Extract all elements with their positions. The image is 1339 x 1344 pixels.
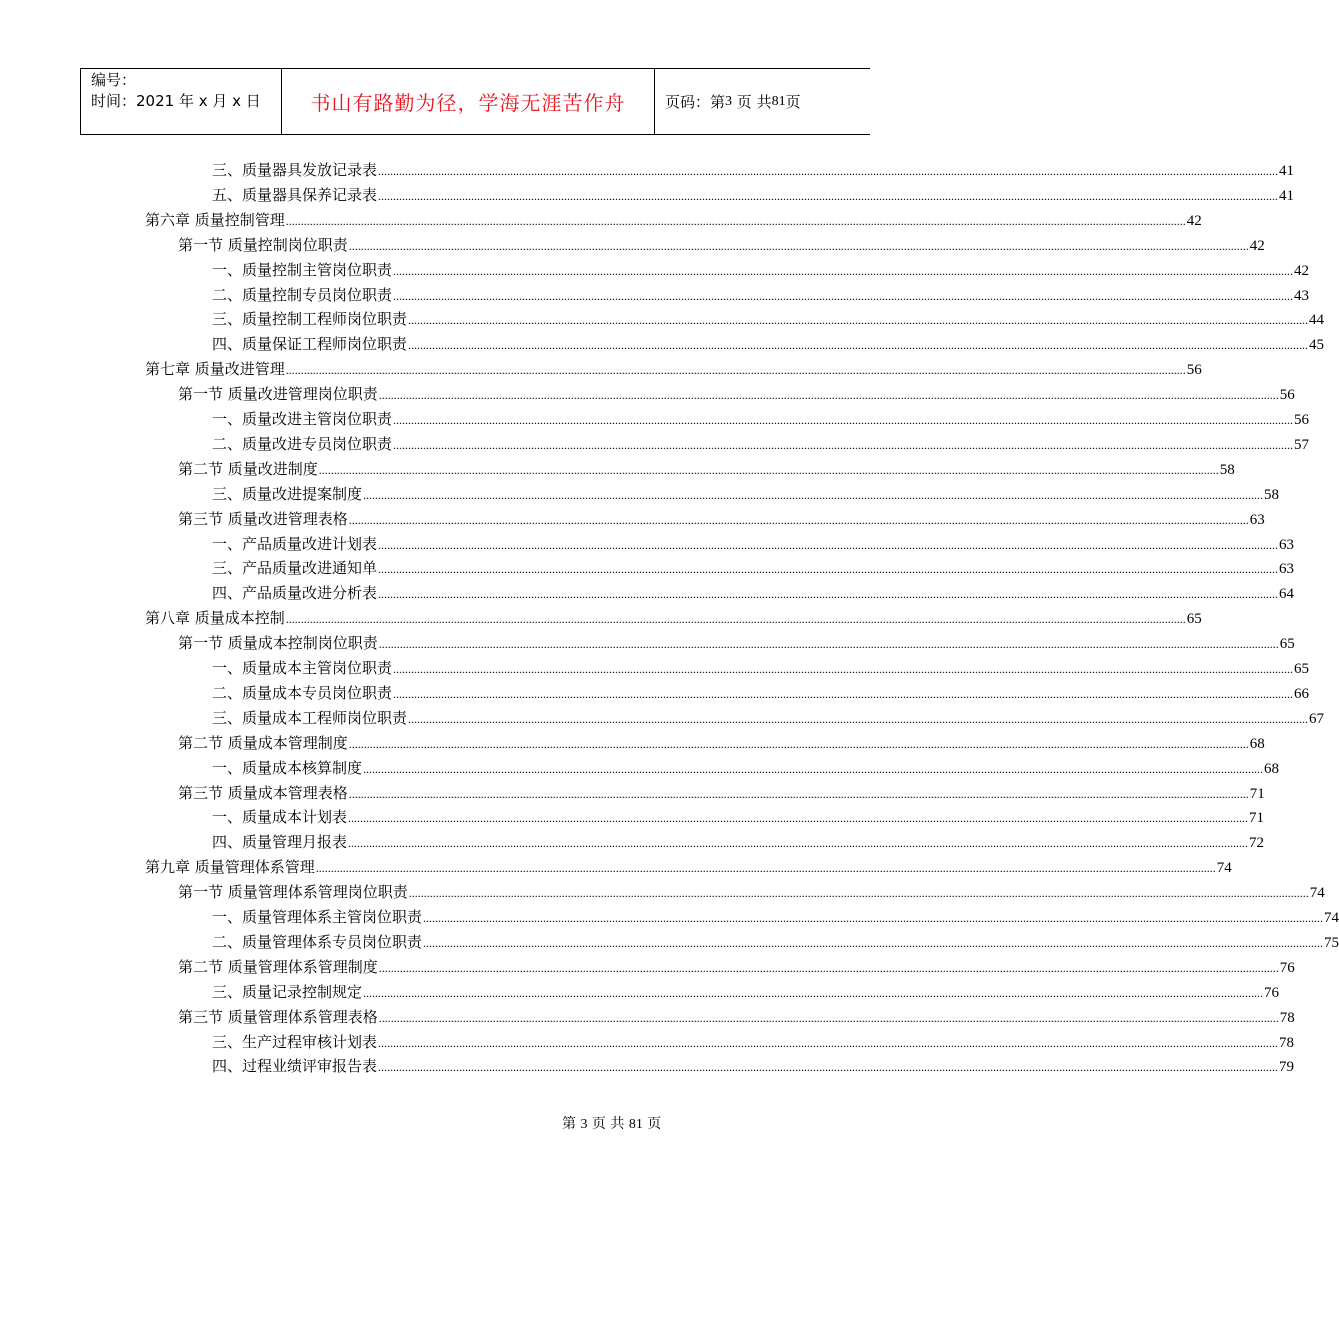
toc-entry-page: 58 bbox=[1264, 487, 1280, 503]
toc-leader-dots: ............................................................................................................................................................................................................................................................................................................ bbox=[408, 313, 1309, 327]
toc-leader-dots: ............................................................................................................................................................................................................................................................................................................ bbox=[408, 712, 1309, 726]
toc-leader-dots: ............................................................................................................................................................................................................................................................................................................ bbox=[285, 612, 1186, 626]
toc-leader-dots: ............................................................................................................................................................................................................................................................................................................ bbox=[378, 164, 1279, 178]
toc-entry[interactable] bbox=[145, 208, 1202, 232]
toc-entry-page: 65 bbox=[1279, 636, 1295, 652]
toc-leader-dots: ............................................................................................................................................................................................................................................................................................................ bbox=[393, 264, 1294, 278]
toc-leader-dots: ............................................................................................................................................................................................................................................................................................................ bbox=[348, 836, 1249, 850]
document-date: 时间：2021 年 x 月 x 日 bbox=[91, 92, 261, 110]
toc-entry-title: 三、质量控制工程师岗位职责 bbox=[212, 310, 408, 328]
toc-leader-dots: ............................................................................................................................................................................................................................................................................................................ bbox=[423, 936, 1324, 950]
toc-entry-title: 第三节 质量成本管理表格 bbox=[178, 784, 348, 802]
toc-entry[interactable] bbox=[212, 556, 1295, 580]
toc-entry-title: 三、质量记录控制规定 bbox=[212, 983, 363, 1001]
toc-leader-dots: ............................................................................................................................................................................................................................................................................................................ bbox=[315, 861, 1216, 875]
toc-entry-title: 一、质量成本计划表 bbox=[212, 808, 348, 826]
footer-page-current: 3 bbox=[580, 1117, 588, 1132]
toc-entry[interactable] bbox=[145, 855, 1232, 879]
toc-entry-page: 75 bbox=[1324, 935, 1339, 951]
toc-entry[interactable] bbox=[212, 830, 1265, 854]
toc-entry[interactable] bbox=[178, 457, 1235, 481]
toc-leader-dots: ............................................................................................................................................................................................................................................................................................................ bbox=[393, 687, 1294, 701]
toc-entry-page: 74 bbox=[1324, 910, 1339, 926]
header-page-current: 3 bbox=[725, 93, 733, 109]
toc-entry-page: 41 bbox=[1279, 188, 1295, 204]
toc-entry[interactable] bbox=[212, 980, 1280, 1004]
toc-entry-page: 79 bbox=[1279, 1059, 1295, 1075]
toc-entry-page: 76 bbox=[1264, 985, 1280, 1001]
toc-entry-page: 42 bbox=[1294, 263, 1310, 279]
toc-entry-title: 三、质量成本工程师岗位职责 bbox=[212, 709, 408, 727]
footer-suffix: 页 bbox=[647, 1116, 662, 1132]
toc-entry[interactable] bbox=[212, 432, 1310, 456]
toc-leader-dots: ............................................................................................................................................................................................................................................................................................................ bbox=[378, 538, 1279, 552]
toc-entry-title: 第九章 质量管理体系管理 bbox=[145, 858, 315, 876]
toc-leader-dots: ............................................................................................................................................................................................................................................................................................................ bbox=[378, 388, 1279, 402]
toc-entry-title: 第二节 质量改进制度 bbox=[178, 460, 318, 478]
toc-entry[interactable] bbox=[178, 880, 1325, 904]
toc-entry[interactable] bbox=[212, 581, 1295, 605]
toc-entry-title: 第一节 质量管理体系管理岗位职责 bbox=[178, 883, 408, 901]
toc-entry[interactable] bbox=[178, 1005, 1295, 1029]
toc-leader-dots: ............................................................................................................................................................................................................................................................................................................ bbox=[408, 338, 1309, 352]
toc-leader-dots: ............................................................................................................................................................................................................................................................................................................ bbox=[348, 787, 1249, 801]
toc-entry[interactable] bbox=[212, 532, 1295, 556]
toc-entry[interactable] bbox=[178, 781, 1265, 805]
toc-entry-page: 56 bbox=[1186, 362, 1202, 378]
page-header bbox=[80, 68, 870, 135]
toc-leader-dots: ............................................................................................................................................................................................................................................................................................................ bbox=[348, 239, 1249, 253]
toc-entry-page: 56 bbox=[1279, 387, 1295, 403]
toc-entry-title: 三、产品质量改进通知单 bbox=[212, 559, 378, 577]
toc-entry[interactable] bbox=[178, 382, 1295, 406]
header-motto: 书山有路勤为径，学海无涯苦作舟 bbox=[282, 69, 655, 134]
toc-entry-title: 一、质量管理体系主管岗位职责 bbox=[212, 908, 423, 926]
footer-mid: 页 共 bbox=[591, 1116, 625, 1132]
toc-entry-page: 64 bbox=[1279, 586, 1295, 602]
toc-entry-title: 二、质量改进专员岗位职责 bbox=[212, 435, 393, 453]
header-page-mid: 页 共 bbox=[736, 93, 772, 111]
toc-entry-page: 63 bbox=[1279, 537, 1295, 553]
toc-leader-dots: ............................................................................................................................................................................................................................................................................................................ bbox=[393, 413, 1294, 427]
toc-entry-title: 二、质量管理体系专员岗位职责 bbox=[212, 933, 423, 951]
toc-entry[interactable] bbox=[212, 158, 1295, 182]
toc-entry-title: 第二节 质量成本管理制度 bbox=[178, 734, 348, 752]
toc-entry[interactable] bbox=[212, 681, 1310, 705]
toc-entry[interactable] bbox=[212, 407, 1310, 431]
toc-entry-page: 78 bbox=[1279, 1010, 1295, 1026]
toc-leader-dots: ............................................................................................................................................................................................................................................................................................................ bbox=[378, 587, 1279, 601]
toc-entry[interactable] bbox=[212, 805, 1265, 829]
toc-leader-dots: ............................................................................................................................................................................................................................................................................................................ bbox=[393, 438, 1294, 452]
toc-entry-title: 二、质量成本专员岗位职责 bbox=[212, 684, 393, 702]
toc-entry-page: 58 bbox=[1219, 462, 1235, 478]
header-meta bbox=[81, 69, 282, 134]
toc-entry[interactable] bbox=[212, 930, 1339, 954]
toc-entry-page: 74 bbox=[1216, 860, 1232, 876]
toc-entry-page: 65 bbox=[1294, 661, 1310, 677]
toc-entry-title: 一、质量控制主管岗位职责 bbox=[212, 261, 393, 279]
toc-entry-title: 第三节 质量改进管理表格 bbox=[178, 510, 348, 528]
toc-entry-title: 三、生产过程审核计划表 bbox=[212, 1033, 378, 1051]
toc-leader-dots: ............................................................................................................................................................................................................................................................................................................ bbox=[348, 737, 1249, 751]
toc-entry[interactable] bbox=[212, 905, 1339, 929]
toc-entry-page: 76 bbox=[1279, 960, 1295, 976]
toc-entry[interactable] bbox=[212, 332, 1325, 356]
footer-prefix: 第 bbox=[562, 1116, 576, 1132]
toc-leader-dots: ............................................................................................................................................................................................................................................................................................................ bbox=[378, 189, 1279, 203]
toc-leader-dots: ............................................................................................................................................................................................................................................................................................................ bbox=[378, 637, 1279, 651]
toc-entry[interactable] bbox=[178, 507, 1265, 531]
toc-entry-page: 65 bbox=[1186, 611, 1202, 627]
toc-entry-title: 一、质量改进主管岗位职责 bbox=[212, 410, 393, 428]
toc-entry[interactable] bbox=[212, 482, 1280, 506]
document-code-label: 编号： bbox=[91, 71, 137, 89]
toc-entry-title: 一、产品质量改进计划表 bbox=[212, 535, 378, 553]
toc-entry[interactable] bbox=[212, 1054, 1295, 1078]
toc-entry-title: 四、过程业绩评审报告表 bbox=[212, 1057, 378, 1075]
header-page-indicator bbox=[655, 69, 870, 134]
toc-entry-title: 四、产品质量改进分析表 bbox=[212, 584, 378, 602]
toc-entry-title: 第七章 质量改进管理 bbox=[145, 360, 285, 378]
toc-entry-page: 68 bbox=[1264, 761, 1280, 777]
toc-entry-page: 68 bbox=[1249, 736, 1265, 752]
toc-leader-dots: ............................................................................................................................................................................................................................................................................................................ bbox=[408, 886, 1309, 900]
toc-entry-title: 四、质量保证工程师岗位职责 bbox=[212, 335, 408, 353]
header-page-suffix: 页 bbox=[785, 93, 801, 111]
toc-entry[interactable] bbox=[212, 307, 1325, 331]
toc-entry-page: 72 bbox=[1249, 835, 1265, 851]
toc-entry-page: 63 bbox=[1249, 512, 1265, 528]
toc-leader-dots: ............................................................................................................................................................................................................................................................................................................ bbox=[378, 562, 1279, 576]
toc-entry-page: 44 bbox=[1309, 312, 1325, 328]
toc-entry-title: 第二节 质量管理体系管理制度 bbox=[178, 958, 378, 976]
toc-entry[interactable] bbox=[178, 731, 1265, 755]
toc-entry[interactable] bbox=[212, 756, 1280, 780]
toc-entry-page: 45 bbox=[1309, 337, 1325, 353]
toc-entry-page: 71 bbox=[1249, 810, 1265, 826]
toc-entry-page: 57 bbox=[1294, 437, 1310, 453]
toc-leader-dots: ............................................................................................................................................................................................................................................................................................................ bbox=[378, 1011, 1279, 1025]
toc-entry-title: 四、质量管理月报表 bbox=[212, 833, 348, 851]
toc-entry-page: 42 bbox=[1186, 213, 1202, 229]
toc-entry-page: 74 bbox=[1309, 885, 1325, 901]
toc-leader-dots: ............................................................................................................................................................................................................................................................................................................ bbox=[393, 289, 1294, 303]
header-page-total: 81 bbox=[771, 93, 786, 109]
toc-entry-title: 五、质量器具保养记录表 bbox=[212, 186, 378, 204]
toc-entry-title: 第六章 质量控制管理 bbox=[145, 211, 285, 229]
toc-entry-page: 67 bbox=[1309, 711, 1325, 727]
toc-entry-page: 43 bbox=[1294, 288, 1310, 304]
toc-leader-dots: ............................................................................................................................................................................................................................................................................................................ bbox=[378, 961, 1279, 975]
header-page-prefix: 页码：第 bbox=[665, 93, 726, 111]
toc-entry[interactable] bbox=[212, 183, 1295, 207]
toc-leader-dots: ............................................................................................................................................................................................................................................................................................................ bbox=[393, 662, 1294, 676]
toc-entry-page: 66 bbox=[1294, 686, 1310, 702]
toc-leader-dots: ............................................................................................................................................................................................................................................................................................................ bbox=[363, 986, 1264, 1000]
toc-leader-dots: ............................................................................................................................................................................................................................................................................................................ bbox=[378, 1036, 1279, 1050]
toc-leader-dots: ............................................................................................................................................................................................................................................................................................................ bbox=[285, 214, 1186, 228]
toc-entry[interactable] bbox=[145, 606, 1202, 630]
toc-entry-page: 41 bbox=[1279, 163, 1295, 179]
toc-leader-dots: ............................................................................................................................................................................................................................................................................................................ bbox=[378, 1060, 1279, 1074]
toc-entry-title: 二、质量控制专员岗位职责 bbox=[212, 286, 393, 304]
toc-leader-dots: ............................................................................................................................................................................................................................................................................................................ bbox=[318, 463, 1219, 477]
toc-entry-title: 第一节 质量控制岗位职责 bbox=[178, 236, 348, 254]
toc-entry-title: 第一节 质量成本控制岗位职责 bbox=[178, 634, 378, 652]
toc-entry[interactable] bbox=[212, 706, 1325, 730]
toc-entry[interactable] bbox=[178, 233, 1265, 257]
toc-leader-dots: ............................................................................................................................................................................................................................................................................................................ bbox=[423, 911, 1324, 925]
toc-leader-dots: ............................................................................................................................................................................................................................................................................................................ bbox=[363, 762, 1264, 776]
toc-entry-page: 71 bbox=[1249, 786, 1265, 802]
toc-entry[interactable] bbox=[212, 258, 1310, 282]
toc-entry[interactable] bbox=[145, 357, 1202, 381]
toc-entry-page: 56 bbox=[1294, 412, 1310, 428]
toc-leader-dots: ............................................................................................................................................................................................................................................................................................................ bbox=[363, 488, 1264, 502]
toc-entry[interactable] bbox=[212, 283, 1310, 307]
toc-entry[interactable] bbox=[178, 631, 1295, 655]
toc-entry-title: 一、质量成本核算制度 bbox=[212, 759, 363, 777]
toc-entry-title: 一、质量成本主管岗位职责 bbox=[212, 659, 393, 677]
toc-entry-page: 78 bbox=[1279, 1035, 1295, 1051]
toc-entry-title: 第一节 质量改进管理岗位职责 bbox=[178, 385, 378, 403]
toc-entry-title: 第三节 质量管理体系管理表格 bbox=[178, 1008, 378, 1026]
toc-entry-title: 第八章 质量成本控制 bbox=[145, 609, 285, 627]
toc-leader-dots: ............................................................................................................................................................................................................................................................................................................ bbox=[285, 363, 1186, 377]
toc-entry[interactable] bbox=[212, 656, 1310, 680]
footer-page-total: 81 bbox=[628, 1117, 643, 1132]
toc-entry[interactable] bbox=[178, 955, 1295, 979]
toc-entry[interactable] bbox=[212, 1030, 1295, 1054]
toc-leader-dots: ............................................................................................................................................................................................................................................................................................................ bbox=[348, 811, 1249, 825]
toc-leader-dots: ............................................................................................................................................................................................................................................................................................................ bbox=[348, 513, 1249, 527]
toc-entry-page: 42 bbox=[1249, 238, 1265, 254]
toc-entry-title: 三、质量改进提案制度 bbox=[212, 485, 363, 503]
toc-entry-page: 63 bbox=[1279, 561, 1295, 577]
toc-entry-title: 三、质量器具发放记录表 bbox=[212, 161, 378, 179]
